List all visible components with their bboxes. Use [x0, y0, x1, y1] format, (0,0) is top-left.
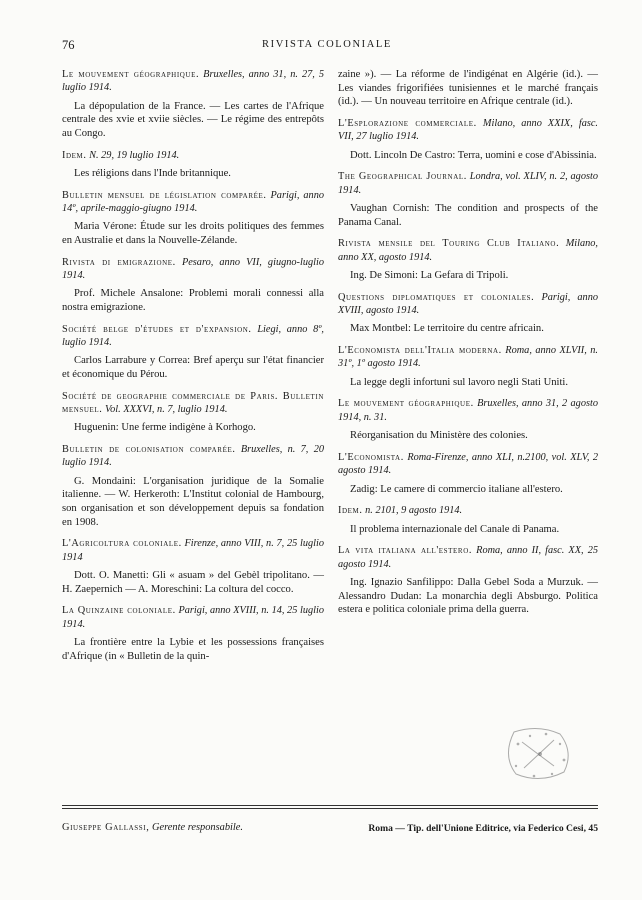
entry-heading	[338, 170, 598, 197]
entry-summary: Huguenin: Une ferme indigène à Korhogo.	[74, 422, 256, 434]
entry-summary: La legge degli infortuni sul lavoro negli Stati Uniti.	[350, 376, 569, 388]
entry-heading	[62, 323, 324, 350]
entry-details: Parigi, anno XVIII, agosto 1914.	[338, 291, 598, 316]
entry-summary: Ing. De Simoni: La Gefara di Tripoli.	[350, 270, 509, 281]
running-title: RIVISTA COLONIALE	[262, 39, 392, 50]
entry-details: Milano, anno XXIX, fasc. VII, 27 luglio 1914.	[338, 117, 599, 143]
entry-heading	[62, 189, 324, 216]
bibliography-entry	[338, 117, 598, 162]
entry-heading	[62, 443, 324, 470]
entry-details: Roma, anno XLVII, n. 31º, 1º agosto 1914.	[338, 345, 598, 370]
entry-heading	[338, 291, 598, 318]
entry-heading	[62, 256, 324, 283]
entry-summary: Vaughan Cornish: The condition and prospects of the Panama Canal.	[338, 203, 598, 228]
entry-details: Bruxelles, n. 7, 20 luglio 1914.	[62, 444, 324, 469]
bibliography-entry	[338, 291, 598, 336]
entry-details: n. 2101, 9 agosto 1914.	[365, 505, 463, 517]
entry-details: Vol. XXXVI, n. 7, luglio 1914.	[105, 404, 228, 415]
entry-source: Société belge d'études et d'expansion.	[62, 323, 252, 335]
entry-heading	[338, 117, 598, 144]
entry-source: Société de geographie commerciale de Paris. Bulletin mensuel.	[62, 390, 324, 415]
entry-source: L'Economista dell'Italia moderna.	[338, 345, 502, 356]
bibliography-entry	[62, 256, 324, 315]
entry-summary: Réorganisation du Ministère des colonies.	[350, 430, 528, 442]
bibliography-entry	[338, 237, 598, 282]
entry-heading	[338, 544, 598, 571]
entry-summary: Prof. Michele Ansalone: Problemi morali connessi alla nostra emigrazione.	[62, 288, 324, 313]
entry-details: Roma, anno II, fasc. XX, 25 agosto 1914.	[338, 545, 598, 570]
entry-details: Parigi, anno XVIII, n. 14, 25 luglio 1914.	[62, 605, 324, 630]
entry-heading	[338, 397, 598, 424]
entry-summary: Dott. O. Manetti: Gli « asuam » del Gebèl tripolitano. — H. Zaepernich — A. Moreschini: La coltura del cocco.	[62, 570, 324, 595]
footer-role: Gerente responsabile.	[152, 822, 244, 833]
entry-source: L'Agricoltura coloniale.	[62, 538, 182, 550]
footer-rule	[62, 805, 598, 809]
entry-summary: La dépopulation de la France. — Les cartes de l'Afrique centrale des xvie et xviie siècles. — Le régime des entrepôts au Congo.	[62, 100, 324, 139]
page-header	[62, 38, 592, 54]
entry-summary: La frontière entre la Lybie et les possessions françaises d'Afrique (in « Bulletin de la quin-	[62, 637, 324, 662]
bibliography-entry	[338, 451, 598, 496]
entry-details: Firenze, anno VIII, n. 7, 25 luglio 1914	[62, 538, 324, 563]
continued-summary	[338, 68, 598, 109]
library-stamp-icon	[494, 722, 582, 786]
entry-summary-continuation: zaine »). — La réforme de l'indigénat en Algérie (id.). — Les viandes frigorifiées tunisiennes et le marché français (id.). — Un nouveau territoire en Afrique centrale (id.).	[338, 69, 598, 108]
entry-source: Le mouvement géographique.	[338, 398, 474, 410]
bibliography-entry	[338, 397, 598, 442]
entry-source: Idem.	[338, 505, 363, 517]
bibliography-entry	[62, 323, 324, 382]
footer-signature	[62, 822, 243, 833]
entry-heading	[338, 237, 598, 264]
bibliography-entry	[62, 443, 324, 529]
entry-heading	[62, 604, 324, 631]
entry-source: La vita italiana all'estero.	[338, 545, 473, 557]
entry-heading	[338, 344, 598, 371]
entry-details: Londra, vol. XLIV, n. 2, agosto 1914.	[338, 171, 598, 196]
entry-details: N. 29, 19 luglio 1914.	[89, 149, 180, 161]
entry-summary: Ing. Ignazio Sanfilippo: Dalla Gebel Soda a Murzuk. — Alessandro Dudan: La monarchia degli Absburgo. Politica estera e politica coloniale prima della guerra.	[338, 577, 598, 616]
entry-source: L'Economista.	[338, 451, 404, 463]
entry-summary: Maria Vérone: Étude sur les droits politiques des femmes en Australie et dans la Nouvelle-Zélande.	[62, 221, 324, 246]
bibliography-entry	[62, 149, 324, 181]
left-column	[62, 68, 324, 671]
entry-source: La Quinzaine coloniale.	[62, 605, 176, 617]
bibliography-entry	[62, 537, 324, 596]
footer-name: Giuseppe Gallassi,	[62, 822, 150, 833]
entry-heading	[338, 451, 598, 478]
entry-source: Le mouvement géographique.	[62, 69, 200, 80]
entry-heading	[62, 537, 324, 564]
entry-source: L'Esplorazione commerciale.	[338, 117, 477, 129]
bibliography-entry	[62, 604, 324, 663]
bibliography-entry	[338, 544, 598, 617]
entry-source: Bulletin de colonisation comparée.	[62, 444, 236, 455]
entry-summary: G. Mondaini: L'organisation juridique de la Somalie italienne. — W. Herkeroth: L'Institut colonial de Hambourg, son organisation et son développement depuis sa fondation en 1908.	[62, 475, 324, 528]
entry-source: Rivista di emigrazione.	[62, 256, 176, 268]
bibliography-entry	[338, 504, 598, 536]
bibliography-entry	[62, 390, 324, 435]
entry-heading	[62, 390, 324, 417]
bibliography-entry	[338, 170, 598, 229]
entry-summary: Max Montbel: Le territoire du centre africain.	[350, 323, 544, 335]
entry-source: Bulletin mensuel de législation comparée.	[62, 189, 267, 201]
entry-details: Pesaro, anno VII, giugno-luglio 1914.	[62, 256, 324, 281]
entry-summary: Carlos Larrabure y Correa: Bref aperçu sur l'état financier et économique du Pérou.	[62, 355, 324, 380]
entry-details: Roma-Firenze, anno XLI, n.2100, vol. XLV, 2 agosto 1914.	[338, 451, 598, 477]
entry-details: Milano, anno XX, agosto 1914.	[338, 238, 599, 263]
entry-summary: Zadig: Le camere di commercio italiane all'estero.	[350, 483, 563, 495]
entry-heading	[62, 68, 324, 95]
right-column	[338, 68, 598, 625]
entry-summary: Il problema internazionale del Canale di Panama.	[350, 523, 560, 535]
entry-details: Bruxelles, anno 31, 2 agosto 1914, n. 31.	[338, 398, 598, 423]
bibliography-entry	[338, 344, 598, 389]
entry-details: Liegi, anno 8º, luglio 1914.	[62, 323, 324, 348]
bibliography-entry	[62, 189, 324, 248]
entry-summary: Dott. Lincoln De Castro: Terra, uomini e cose d'Abissinia.	[350, 149, 597, 161]
page-number: 76	[62, 38, 75, 52]
entry-details: Parigi, anno 14º, aprile-maggio-giugno 1914.	[62, 189, 324, 214]
bibliography-entry	[62, 68, 324, 141]
entry-heading	[62, 149, 324, 162]
entry-summary: Les réligions dans l'Inde britannique.	[74, 168, 231, 179]
entry-source: Questions diplomatiques et coloniales.	[338, 291, 535, 303]
entry-heading	[338, 504, 598, 517]
entry-source: The Geographical Journal.	[338, 171, 467, 183]
entry-source: Idem.	[62, 149, 87, 161]
footer-printer: Roma — Tip. dell'Unione Editrice, via Federico Cesi, 45	[368, 823, 598, 834]
entry-source: Rivista mensile del Touring Club Italiano.	[338, 238, 560, 250]
entry-details: Bruxelles, anno 31, n. 27, 5 luglio 1914.	[62, 69, 324, 94]
